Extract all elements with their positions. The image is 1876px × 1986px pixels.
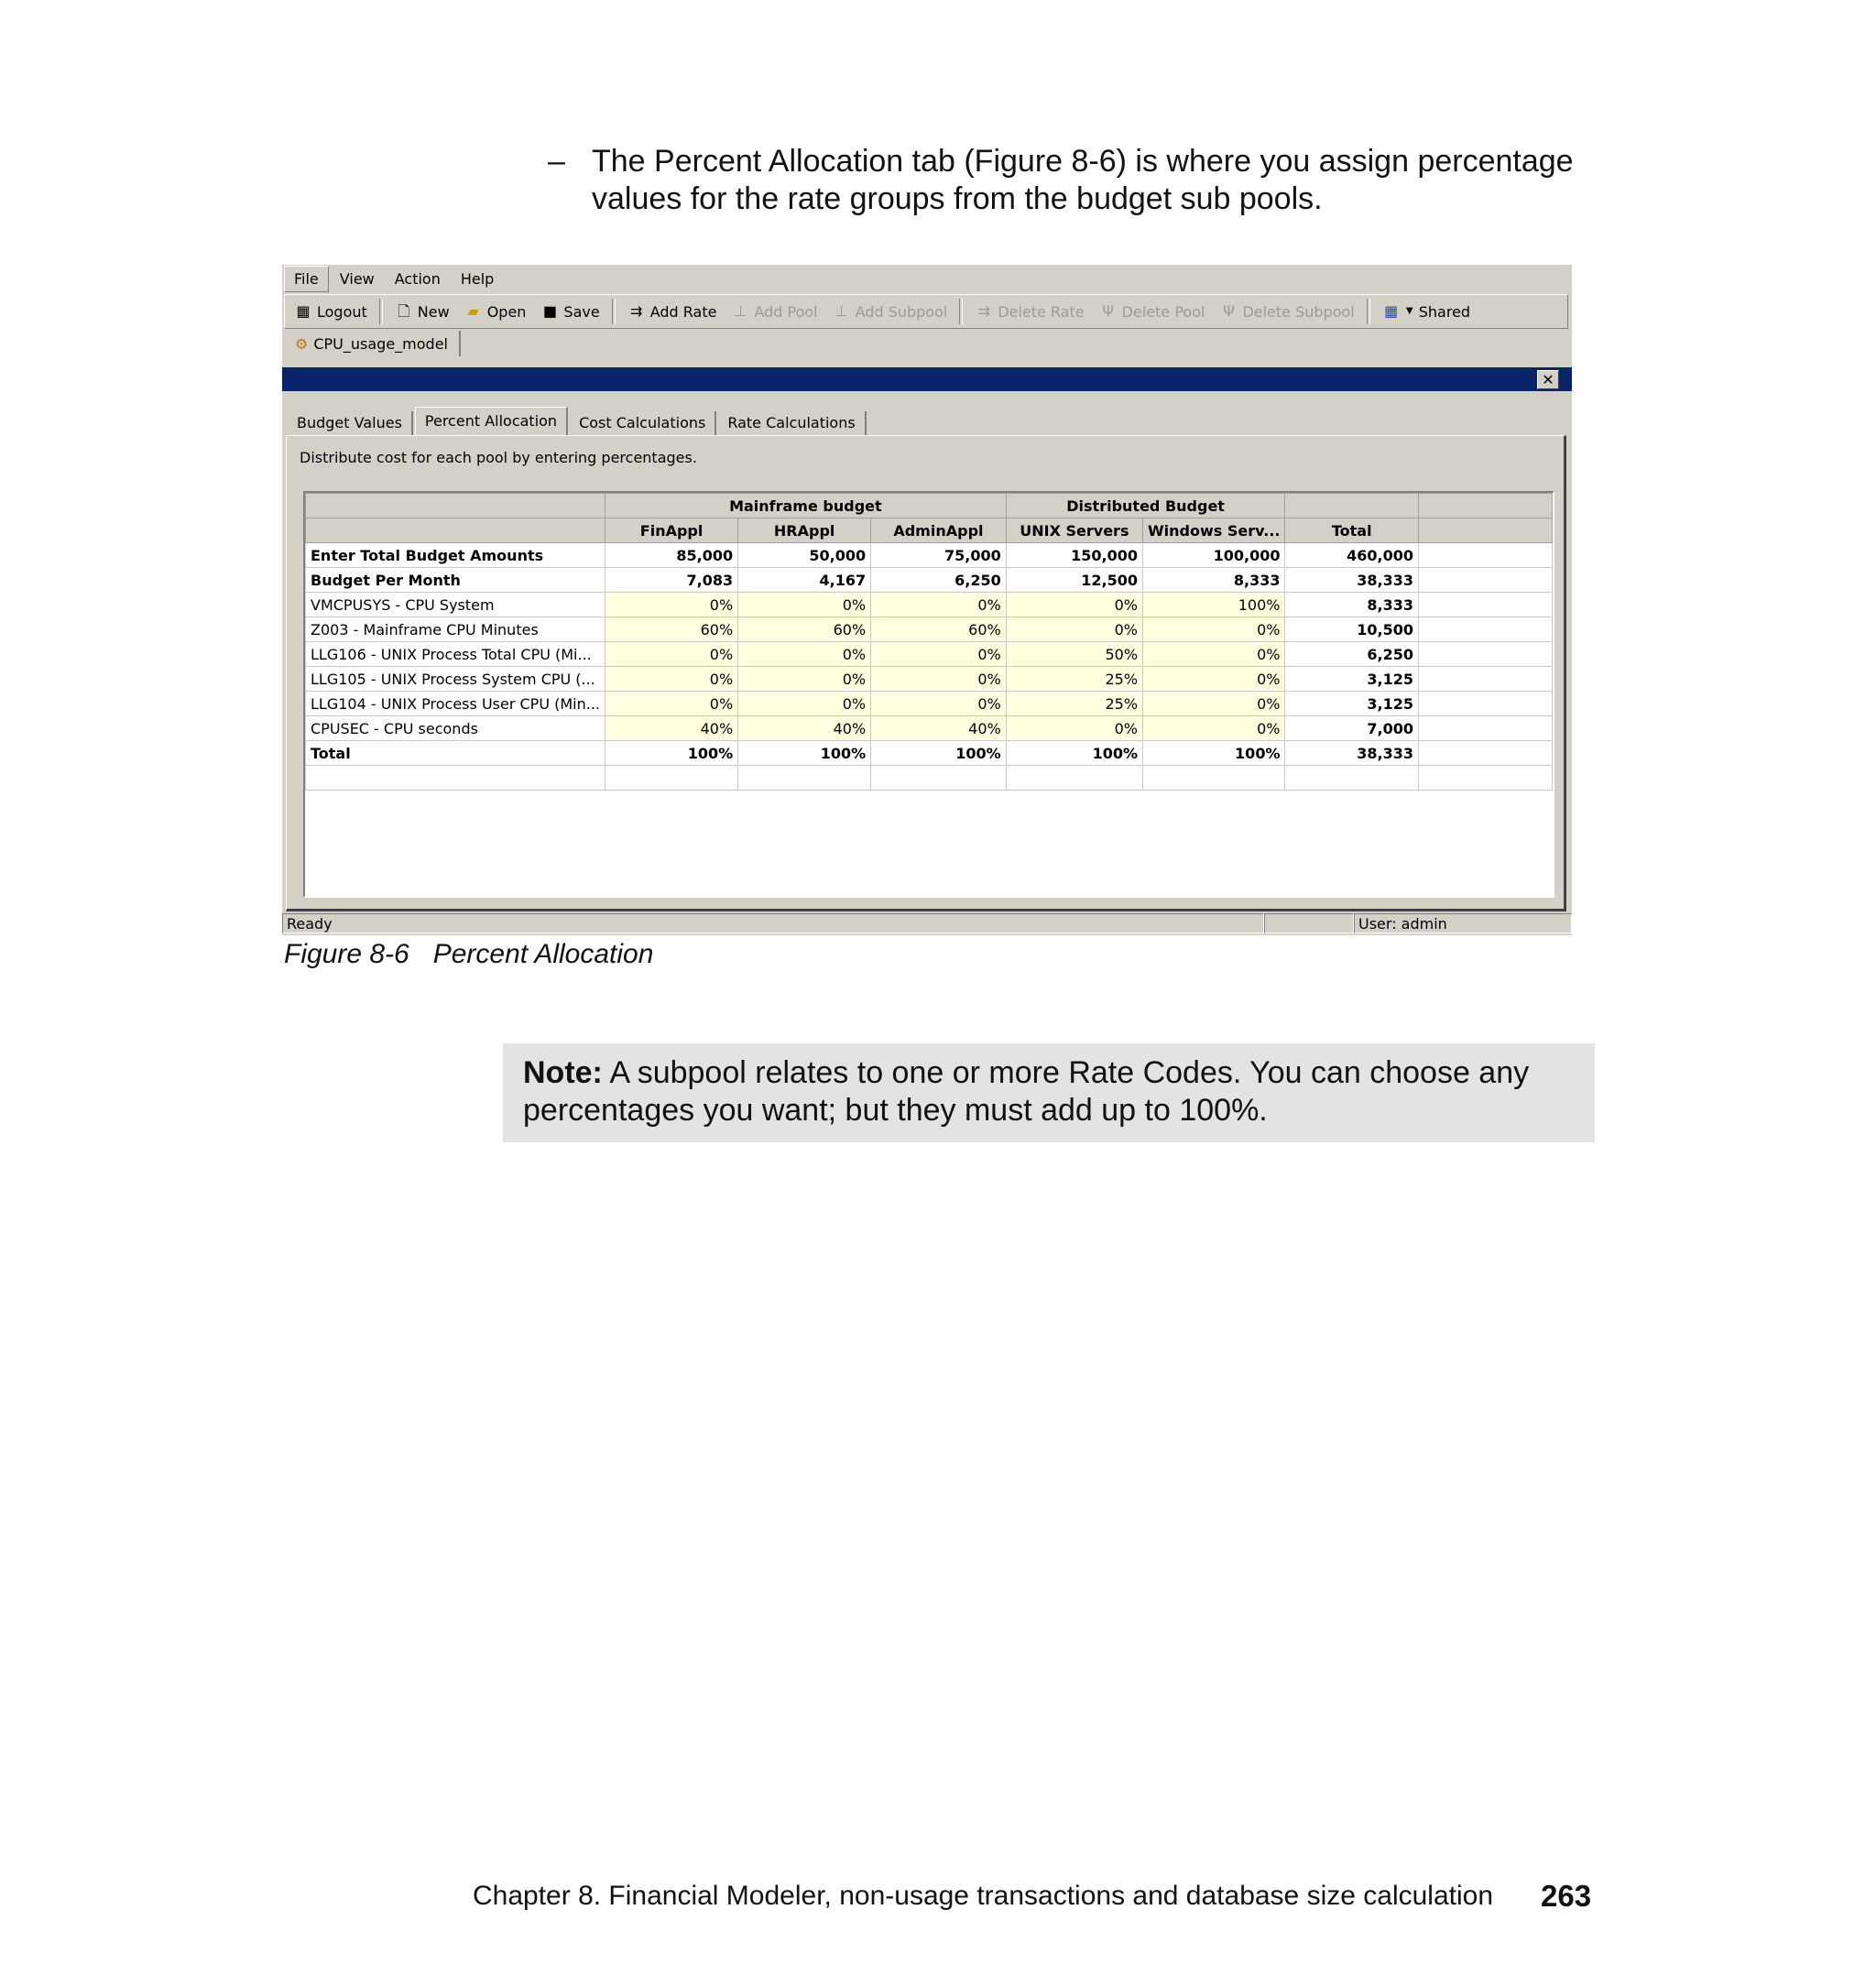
status-bar (282, 913, 1572, 935)
empty-cell (738, 766, 871, 791)
toolbar (284, 294, 1568, 329)
document-tab-strip (282, 331, 1572, 358)
table-row (306, 642, 1553, 667)
add-pool-label: Add Pool (754, 302, 818, 321)
percent-cell[interactable]: 60% (738, 617, 871, 642)
table-row (306, 617, 1553, 642)
page-number: 263 (1541, 1879, 1592, 1913)
value-cell: 100% (1143, 741, 1285, 766)
note-label: Note: (523, 1055, 603, 1090)
percent-cell[interactable]: 0% (1143, 716, 1285, 741)
logout-label: Logout (317, 302, 367, 321)
percent-cell[interactable]: 0% (1143, 692, 1285, 716)
add-subpool-icon: ⊥ (834, 302, 848, 320)
tab-percent-allocation[interactable]: Percent Allocation (415, 407, 568, 435)
delete-subpool-icon: Ψ (1223, 302, 1235, 320)
row-label: Enter Total Budget Amounts (306, 543, 605, 568)
model-icon: ⚙ (295, 334, 309, 353)
column-header[interactable]: Total (1285, 518, 1419, 543)
percent-cell[interactable]: 0% (871, 692, 1007, 716)
toolbar-separator (379, 299, 383, 324)
tab-cost-calculations[interactable]: Cost Calculations (570, 411, 716, 435)
value-cell: 4,167 (738, 568, 871, 593)
value-cell: 100,000 (1143, 543, 1285, 568)
toolbar-separator (959, 299, 963, 324)
blank-cell (1418, 716, 1552, 741)
total-cell: 460,000 (1285, 543, 1419, 568)
shared-dropdown[interactable] (1377, 300, 1476, 322)
percent-cell[interactable]: 0% (605, 692, 738, 716)
status-text: Ready (282, 913, 1264, 933)
table-row (306, 716, 1553, 741)
empty-cell (1143, 766, 1285, 791)
row-label: CPUSEC - CPU seconds (306, 716, 605, 741)
add-pool-icon: ⊥ (734, 302, 747, 320)
allocation-grid (303, 491, 1554, 898)
add-subpool-label: Add Subpool (855, 302, 948, 321)
tab-strip (288, 408, 868, 435)
add-rate-label: Add Rate (649, 302, 717, 321)
empty-cell (605, 766, 738, 791)
table-row (306, 741, 1553, 766)
figure-caption (284, 939, 653, 970)
status-user: User: admin (1354, 913, 1572, 933)
value-cell: 85,000 (605, 543, 738, 568)
open-label: Open (486, 302, 527, 321)
add-subpool-button[interactable] (827, 300, 954, 322)
row-label: Budget Per Month (306, 568, 605, 593)
row-label: VMCPUSYS - CPU System (306, 593, 605, 617)
tab-budget-values[interactable]: Budget Values (288, 411, 413, 435)
blank-cell (1418, 642, 1552, 667)
status-pane (1264, 913, 1354, 933)
total-cell: 38,333 (1285, 741, 1419, 766)
toolbar-separator (612, 299, 616, 324)
column-header[interactable]: FinAppl (605, 518, 738, 543)
delete-rate-icon: ⇉ (977, 302, 991, 320)
toolbar-separator (1367, 299, 1370, 324)
total-cell: 6,250 (1285, 642, 1419, 667)
percent-cell[interactable]: 40% (871, 716, 1007, 741)
percent-cell[interactable]: 0% (1006, 617, 1142, 642)
empty-cell (1418, 766, 1552, 791)
allocation-table (305, 493, 1553, 791)
percent-cell[interactable]: 0% (1143, 617, 1285, 642)
value-cell: 7,083 (605, 568, 738, 593)
delete-pool-label: Delete Pool (1121, 302, 1205, 321)
blank-cell (1418, 692, 1552, 716)
blank-cell (1418, 593, 1552, 617)
note-box (503, 1043, 1595, 1142)
group-header-row (306, 494, 1553, 518)
row-label: LLG104 - UNIX Process User CPU (Min... (306, 692, 605, 716)
application-window (282, 265, 1572, 935)
menu-bar (282, 265, 1572, 292)
list-dash: – (548, 144, 565, 179)
blank-cell (1418, 617, 1552, 642)
logout-icon: ▦ (296, 302, 311, 320)
percent-cell[interactable]: 0% (871, 667, 1007, 692)
column-header[interactable]: UNIX Servers (1006, 518, 1142, 543)
menu-help[interactable]: Help (460, 269, 495, 288)
total-cell: 3,125 (1285, 692, 1419, 716)
delete-subpool-button[interactable] (1214, 300, 1359, 322)
value-cell: 150,000 (1006, 543, 1142, 568)
blank-group-header (1285, 494, 1419, 518)
percent-cell[interactable]: 0% (605, 642, 738, 667)
save-button[interactable] (535, 300, 605, 322)
table-row (306, 667, 1553, 692)
chevron-down-icon: ▼ (1405, 306, 1413, 316)
percent-cell[interactable]: 60% (605, 617, 738, 642)
total-cell: 38,333 (1285, 568, 1419, 593)
delete-subpool-label: Delete Subpool (1242, 302, 1355, 321)
add-rate-icon: ⇉ (630, 302, 643, 320)
delete-pool-button[interactable] (1094, 300, 1211, 322)
panel-description: Distribute cost for each pool by entering percentages. (300, 449, 697, 466)
delete-rate-button[interactable] (969, 300, 1089, 322)
row-label: Total (306, 741, 605, 766)
percent-cell[interactable]: 0% (871, 642, 1007, 667)
percent-cell[interactable]: 40% (738, 716, 871, 741)
percent-cell[interactable]: 25% (1006, 692, 1142, 716)
total-cell: 8,333 (1285, 593, 1419, 617)
value-cell: 100% (871, 741, 1007, 766)
percent-cell[interactable]: 0% (1006, 593, 1142, 617)
menu-view[interactable]: View (339, 269, 375, 288)
mainframe-group-header: Mainframe budget (605, 494, 1007, 518)
table-row (306, 543, 1553, 568)
empty-grid-area (306, 766, 1553, 791)
column-header[interactable]: HRAppl (738, 518, 871, 543)
percent-cell[interactable]: 0% (1143, 667, 1285, 692)
blank-column-header (1418, 518, 1552, 543)
delete-pool-icon: Ψ (1102, 302, 1114, 320)
percent-cell[interactable]: 0% (738, 642, 871, 667)
corner-header (306, 494, 605, 518)
percent-cell[interactable]: 40% (605, 716, 738, 741)
add-pool-button[interactable] (725, 300, 823, 322)
empty-cell (871, 766, 1007, 791)
value-cell: 6,250 (871, 568, 1007, 593)
percent-cell[interactable]: 100% (1143, 593, 1285, 617)
empty-cell (306, 766, 605, 791)
row-label: Z003 - Mainframe CPU Minutes (306, 617, 605, 642)
total-cell: 3,125 (1285, 667, 1419, 692)
blank-group-header (1418, 494, 1552, 518)
new-label: New (417, 302, 450, 321)
close-icon[interactable]: ✕ (1537, 370, 1559, 389)
percent-cell[interactable]: 0% (871, 593, 1007, 617)
floppy-disk-icon: ■ (542, 302, 557, 320)
intro-paragraph (548, 143, 1592, 218)
value-cell: 12,500 (1006, 568, 1142, 593)
distributed-group-header: Distributed Budget (1006, 494, 1285, 518)
percent-cell[interactable]: 0% (738, 593, 871, 617)
figure-number: Figure 8-6 (284, 939, 409, 969)
value-cell: 50,000 (738, 543, 871, 568)
total-cell: 10,500 (1285, 617, 1419, 642)
tab-panel (286, 435, 1566, 911)
value-cell: 100% (605, 741, 738, 766)
percent-cell[interactable]: 60% (871, 617, 1007, 642)
document-title-bar (282, 367, 1572, 391)
percent-cell[interactable]: 25% (1006, 667, 1142, 692)
menu-action[interactable]: Action (394, 269, 441, 288)
corner-header (306, 518, 605, 543)
table-row (306, 593, 1553, 617)
table-row (306, 692, 1553, 716)
column-header-row (306, 518, 1553, 543)
table-row (306, 568, 1553, 593)
open-button[interactable] (459, 300, 532, 322)
document-tab[interactable] (288, 331, 461, 356)
value-cell: 8,333 (1143, 568, 1285, 593)
blank-cell (1418, 568, 1552, 593)
blank-cell (1418, 543, 1552, 568)
note-text: A subpool relates to one or more Rate Codes. You can choose any percentages you want; but they must add up to 100%. (523, 1055, 1530, 1128)
intro-text: The Percent Allocation tab (Figure 8-6) is where you assign percentage values for the rate groups from the budget sub pools. (592, 144, 1574, 216)
document-tab-label: CPU_usage_model (313, 334, 448, 353)
new-button[interactable] (389, 300, 455, 322)
column-header[interactable]: Windows Serv... (1143, 518, 1285, 543)
value-cell: 100% (1006, 741, 1142, 766)
tab-rate-calculations[interactable]: Rate Calculations (718, 411, 866, 435)
total-cell: 7,000 (1285, 716, 1419, 741)
blank-cell (1418, 667, 1552, 692)
save-label: Save (563, 302, 600, 321)
menu-file[interactable]: File (284, 266, 329, 292)
empty-cell (1006, 766, 1142, 791)
percent-cell[interactable]: 0% (738, 667, 871, 692)
new-document-icon: 🗋 (398, 302, 410, 320)
row-label: LLG105 - UNIX Process System CPU (... (306, 667, 605, 692)
empty-cell (1285, 766, 1419, 791)
page-margin (0, 0, 282, 1986)
row-label: LLG106 - UNIX Process Total CPU (Mi... (306, 642, 605, 667)
percent-cell[interactable]: 0% (605, 667, 738, 692)
figure-title: Percent Allocation (432, 939, 654, 969)
percent-cell[interactable]: 0% (1006, 716, 1142, 741)
shared-label: Shared (1418, 302, 1471, 321)
page-footer: Chapter 8. Financial Modeler, non-usage transactions and database size calculation (473, 1881, 1494, 1911)
grid-view-icon: ▦ (1384, 302, 1399, 320)
percent-cell[interactable]: 0% (605, 593, 738, 617)
column-header[interactable]: AdminAppl (871, 518, 1007, 543)
delete-rate-label: Delete Rate (998, 302, 1085, 321)
folder-open-icon: ▰ (467, 302, 479, 320)
blank-cell (1418, 741, 1552, 766)
value-cell: 100% (738, 741, 871, 766)
add-rate-button[interactable] (622, 300, 723, 322)
percent-cell[interactable]: 0% (738, 692, 871, 716)
percent-cell[interactable]: 0% (1143, 642, 1285, 667)
logout-button[interactable] (289, 300, 373, 322)
value-cell: 75,000 (871, 543, 1007, 568)
percent-cell[interactable]: 50% (1006, 642, 1142, 667)
